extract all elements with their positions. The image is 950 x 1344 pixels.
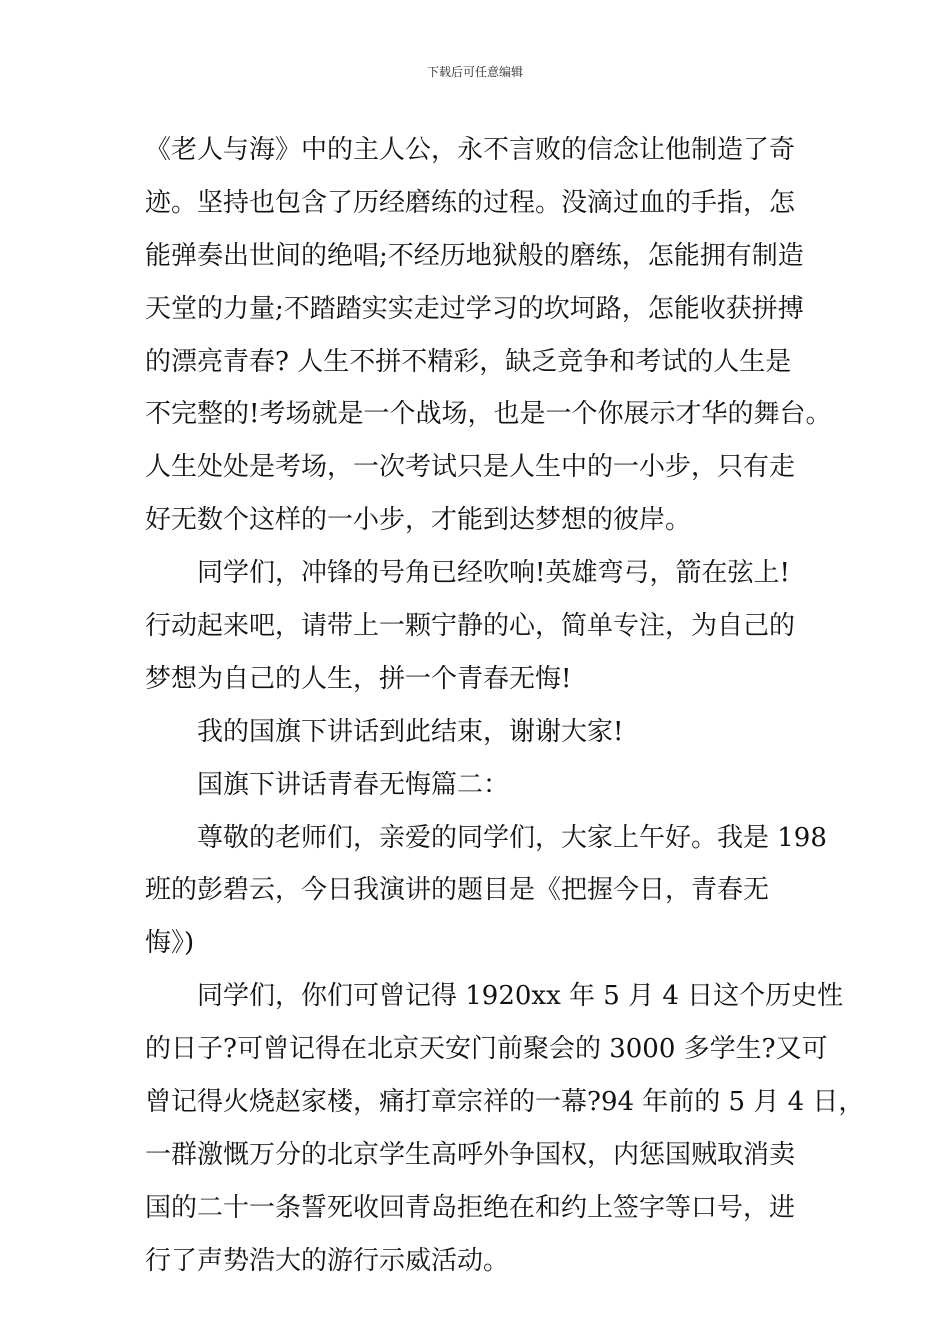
text-line: 迹。坚持也包含了历经磨练的过程。没滴过血的手指，怎 <box>145 187 796 218</box>
document-body <box>145 124 865 1288</box>
text-line: 《老人与海》中的主人公，永不言败的信念让他制造了奇 <box>145 135 796 165</box>
page-header: 下载后可任意编辑 <box>426 65 523 79</box>
paragraph-start-line: 我的国旗下讲话到此结束，谢谢大家! <box>197 716 624 747</box>
paragraph-start-line: 同学们，冲锋的号角已经吹响!英雄弯弓，箭在弦上! <box>197 558 790 589</box>
section-heading: 国旗下讲话青春无悔篇二： <box>197 769 510 800</box>
text-line: 天堂的力量;不踏踏实实走过学习的坎坷路，怎能收获拼搏 <box>145 293 804 324</box>
text-line: 的日子?可曾记得在北京天安门前聚会的 3000 多学生?又可 <box>145 1034 828 1065</box>
text-line: 行动起来吧，请带上一颗宁静的心，简单专注，为自己的 <box>145 611 796 642</box>
text-line: 悔》) <box>145 928 195 959</box>
text-line: 行了声势浩大的游行示威活动。 <box>145 1245 510 1276</box>
text-line: 一群激慨万分的北京学生高呼外争国权，内惩国贼取消卖 <box>145 1139 796 1170</box>
text-line: 不完整的!考场就是一个战场，也是一个你展示才华的舞台。 <box>145 399 832 430</box>
paragraph-start-line: 尊敬的老师们，亲爱的同学们，大家上午好。我是 198 <box>197 822 827 853</box>
text-line: 能弹奏出世间的绝唱;不经历地狱般的磨练，怎能拥有制造 <box>145 240 804 271</box>
text-line: 的漂亮青春? 人生不拼不精彩，缺乏竞争和考试的人生是 <box>145 346 792 377</box>
paragraph-start-line: 同学们，你们可曾记得 1920xx 年 5 月 4 日这个历史性 <box>197 981 844 1012</box>
text-line: 国的二十一条誓死收回青岛拒绝在和约上签字等口号，进 <box>145 1192 796 1223</box>
text-line: 班的彭碧云，今日我演讲的题目是《把握今日，青春无 <box>145 875 770 906</box>
text-line: 好无数个这样的一小步，才能到达梦想的彼岸。 <box>145 505 692 536</box>
text-line: 梦想为自己的人生，拼一个青春无悔! <box>145 663 572 694</box>
text-line: 人生处处是考场，一次考试只是人生中的一小步，只有走 <box>145 452 796 483</box>
text-line: 曾记得火烧赵家楼，痛打章宗祥的一幕?94 年前的 5 月 4 日， <box>145 1087 865 1118</box>
